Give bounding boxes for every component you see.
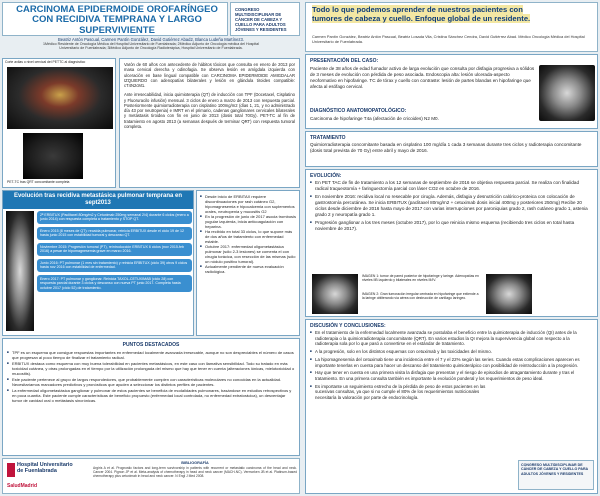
congress-logo-text: CONGRESO MULTIDISCIPLINAR DE CÁNCER DE CABEZA Y CUELLO PARA ADULTOS JÓVENES Y RESIDENTES — [235, 7, 287, 33]
key-point-item: ■ ERBITUX destaca como esquema con muy buena tolerabilidad en pacientes metastásicos, en este caso con llamativa sensibilidad. Todo su tratado en más toxicidad cutánea, y otras prolongadas en el tiempo por la utilización prolongada del mismo que hay que tener en cuenta (alteraciones iónicas, mielotoxicidad o mucositis). — [7, 361, 295, 376]
image-1-caption: IMAGEN 1: tumor de pared posterior de hipofaringe y laringe. Adenopatías en niveles IIB izquierdo y bilaterales en niveles III/IV. — [362, 274, 479, 283]
brand-name: SaludMadrid — [7, 483, 38, 489]
case-images-panel — [2, 58, 116, 188]
evolution-timeline — [37, 211, 192, 292]
presentation-panel — [305, 54, 598, 129]
timeline-box-3: Noviembre 2015: Progresión tumoral (PT), reintroducción ERBITUX 6 ciclos (nov 2015-feb 2016) a pesar de hipomagnesemia grave en marzo 2016. — [37, 243, 192, 256]
key-point-item: ■ Este paciente pertenece al grupo de largos respondedores, que probablemente cumplen con características moleculares no conocidas en la actualidad. Necesitaríamos marcadores predictivos y pronósticos que ayuden a seleccionar los distintos perfiles de pacientes. — [7, 377, 295, 387]
image-caption-post: PET-TC tras QRT concomitante completa — [7, 180, 70, 184]
treatment-panel — [305, 131, 598, 167]
case-text-2: Ante irresecabilidad, inicia quimioterapia (QT) de inducción con TPF (Docetaxel, Cisplatino y Fluoruracilo infusión) mensual. 3 ciclos de enero a marzo de 2013 con respuesta parcial. Posteriormente quimiorradioterapia con cisplatino 100mg/m2 (días 1, 21, y no administrado día 43 por neutropenia) e IMRT en el primario, cadenas ganglionares cervicales bilaterales y metástasis tiroidea con fin en junio de 2013 (dosis total 70Gy). PET-TC al fin de tratamiento en agosto 2013 (a semanas después de terminar QRT) con respuesta tumoral completa. — [124, 92, 295, 129]
evolution-panel — [2, 190, 194, 336]
laryngeal-ct-image — [486, 274, 532, 314]
right-authors: Carmen Pantín González, Beatriz Antón Pascual, Beatriz Losada Vila, Cristina Sánchez Cendra, David Gutiérrez Abad. Médico Oncología Médica del Hospital Universitario de Fuenlabrada. — [312, 34, 585, 44]
right-poster-header — [305, 2, 598, 52]
discussion-item: ■ Hay que tener en cuenta en una primera visita la disfagia que presentan y el riesgo de episodios de atragantamiento durante y tras el tratamiento. En una primera consulta también es importante la evolución ponderal y los requerimientos de peso ideal. — [310, 370, 594, 381]
presentation-title: PRESENTACIÓN DEL CASO: — [310, 58, 379, 64]
left-footer — [2, 458, 300, 494]
affiliation-line-1: 1Médico Residente de Oncología Médica del Hospital Universitario de Fuenlabrada; 2Médico Adjunto de Oncología médica del Hospital — [43, 42, 259, 46]
key-points-panel — [2, 338, 300, 456]
side-list-item: ■ Ha recibido en total 33 ciclos, lo que supone más de dos años de tratamiento con enfermedad estable. — [200, 229, 296, 244]
right-poster-title — [312, 5, 594, 24]
treatment-text: Quimiorradioterapia concomitante basada en cisplatino 100 mg/día 1 cada 3 semanas durante tres ciclos y radioterapia concomitante (dosis total prevista de 70 Gy) entre abril y mayo de 2016. — [310, 142, 582, 153]
right-evolution-item: ■ Progresión ganglionar a los tres meses (octubre 2017), por lo que reinicia mismo esquema (recibiendo tres ciclos en total hasta noviembre de 2017). — [310, 220, 593, 232]
treatment-title: TRATAMIENTO — [310, 135, 346, 141]
left-authors: Beatriz Antón Pascual, Carmen Pantín González, David Gutiérrez Abad2, Blanca Ludeña Martínez3. — [58, 37, 244, 42]
left-poster-header — [2, 2, 228, 36]
image-caption: Corte axilas o nivel cervical del PETTC al diagnóstico — [5, 60, 86, 64]
case-description-panel — [119, 58, 300, 188]
discussion-item: ■ Es importante un seguimiento estrecho de la pérdida de peso de estos pacientes en las sucesivas consultas, ya que si no cumple el 80% de los requerimientos nutricionales necesitaría la valoración por parte de endocrinología. — [310, 384, 490, 401]
left-poster-title: CARCINOMA EPIDERMOIDE OROFARÍNGEO CON RECIDIVA TEMPRANA Y LARGO SUPERVIVIENTE — [16, 4, 218, 36]
hospital-logo-icon — [7, 463, 15, 477]
bibliography-title: BIBLIOGRAFÍA — [181, 461, 209, 465]
right-evolution-panel — [305, 169, 598, 317]
discussion-item: ■ En el tratamiento de la enfermedad localmente avanzada se postulaba el beneficio entre la quimioterapia de inducción (QI) antes de la radioterapia o la quimiorradioterapia concomitante (QRT). En varios estudios la QI mejora la supervivencia global con respecto a la radioterapia sola por lo que pasó a convertirse en el estándar de tratamiento. — [310, 330, 594, 347]
right-evolution-title: EVOLUCIÓN: — [310, 173, 342, 179]
right-evolution-item: ■ En noviembre 2016: recidiva local no resecable por cirugía. Además, disfagia y desnutrición calórico-proteica con colocación de gastrostomía percutánea. Se inicia ERBITUX (paclitaxel 80mg/m2 + cetuximab dosis inicial 400mg y posteriores 250mg) Recibe 20 ciclos desde diciembre de 2016 hasta mayo de 2017 con varias interrupciones por paroniquias grado 2, rash cutáneo grado 1, astenia grado 2 y neuropatía grado 1. — [310, 194, 593, 218]
discussion-item: ■ La hipomagnesemia del cetuximab tiene una incidencia entre el 7 y el 22% según las series. Cuando estas complicaciones aparecen es importante tenerlas en cuenta para hacer un descanso del tratamiento quimioterápico con posibilidad de reintroducción a la progresión. — [310, 357, 594, 368]
right-evolution-item: ■ En PET TAC de fin de tratamiento a los 12 semanas de septiembre de 2016 se objetiva respuesta parcial. Se realiza con finalidad radical traqueotomía + faringuectomía parcial con láser CO2 en octubre de 2016. — [310, 180, 593, 192]
side-list-item: ■ Actualmente pendiente de nueva evaluación radiológica. — [200, 264, 296, 274]
image-2-caption: IMAGEN 2: Gran tumoración irregular centrada en hipofaringe que extiende a la laringe obliterando vía aérea con destrucción de cartílago laríngeo. — [362, 292, 479, 301]
timeline-box-1: 2ª ERBITUX (Paclitaxel 80mg/m2 y Cetuximab 250mg semanal 2/4) durante 6 ciclos (enero a junio 2014) con respuesta completa a tratamiento y STOP QT. — [37, 211, 192, 224]
timeline-box-5: Enero 2017: PT pulmonar y ganglionar. Reinicia TAXOL-CETUXIMAB (ciclo 28) con respuesta parcial durante 3 ciclos y descanso con nueva PT junio 2017. Completa hasta octubre 2017 (ciclo 52) de tratamiento. — [37, 275, 192, 292]
side-list-item: ■ Desde inicio de ERBITAX requiere discontinuaciones por rash cutáneo G2, hipomagnesemia e hipocalcemia con suplementos orales, neutropenia y mucositis G2 — [200, 194, 296, 214]
key-point-item: ■ La enfermedad oligometastásica ganglionar y pulmonar de estos pacientes se beneficia de modalidades pulmonares, basándose en estudios retrospectivos y en poca cuantía. Este paciente cumple características de beneficio propuesto (enfermedad local controlada, no enfermedad extratorácica), un desventajar tumor de cavidad oral o metástasis sincrónicas. — [7, 388, 295, 403]
discussion-panel — [305, 319, 598, 494]
discussion-title: DISCUSIÓN Y CONCLUSIONES: — [310, 323, 386, 329]
presentation-text: Paciente de 38 años de edad fumador activo de larga evolución que consulta por disfagia progresiva a sólidos de 3 meses de evolución con pérdida de peso asociada. Endoscopia alta: lesión ulcerada-aspecto neoformativo en hipofaringe. TC de tórax y cuello con contraste: lesión de partes blandas en hipofaringe que afecta al esófago cervical. — [310, 66, 535, 89]
pet-ct-image-diagnosis — [7, 67, 113, 129]
congress-logo — [230, 2, 300, 36]
diagnostic-title: DIAGNÓSTICO ANATOMOPATOLÓGICO: — [310, 108, 407, 114]
ct-lung-series — [6, 211, 34, 331]
bibliography-text: Argiris A et al. Prognostic factors and long-term survivorship in patients with recurrent or metastatic carcinoma of the head and neck. Cancer 2004. Pignon JP et al. Meta-analysis of chemotherapy in head and neck cancer (MACH-NC). Vermorken JB et al. Platinum-based chemotherapy plus cetuximab in head and neck cancer. N Engl J Med 2008. — [93, 466, 297, 478]
affiliation-line-2: Universitario de Fuenlabrada; 3Médico Adjunto de Oncología Radioterápica, Hospital Universitario de Fuenlabrada. — [59, 46, 243, 50]
right-congress-logo: CONGRESO MULTIDISCIPLINAR DE CÁNCER DE CABEZA Y CUELLO PARA ADULTOS JÓVENES Y RESIDENTES — [518, 460, 594, 490]
timeline-box-2: Enero 2015 (8 meses de QT): recaída pulmonar, reinicia ERBITUX desde el ciclo 19 de 12 hasta junio 2015 con estabilidad tumoral y descanso QT. — [37, 227, 192, 240]
timeline-box-4: Junio 2016: PT pulmonar (1 mes sin tratamiento) y reinicia ERBITUX (ciclo 39) otros 9 ciclos hasta nov 2016 con estabilidad de enfermedad. — [37, 259, 192, 272]
right-title-line-2: tumores de cabeza y cuello. Enfoque global de un residente. — [312, 14, 531, 24]
discussion-item: ■ A la progresión, solo en los distintos esquemas con cetuximab y las toxicidades del mismo. — [310, 349, 594, 355]
diagnostic-text: Carcinoma de hipofaringe T4a (afectación de cricoides) N2 M0. — [310, 116, 439, 121]
left-authors-block — [2, 37, 300, 57]
key-point-item: ■ TPF es un esquema que consigue respuestas importantes en enfermedad localmente avanzada irresecable, aunque no son despreciables el número de casos que progresan al poco tiempo de finalizar el tratamiento radical. — [7, 350, 295, 360]
key-points-title: PUNTOS DESTACADOS — [122, 342, 180, 348]
case-text-1: Varón de 60 años con antecedente de hábitos tóxicos que consulta en enero de 2013 por masa cervical derecha y odinofagia. Se observa lesión en amígdala izquierda con ulceración en base lingual compatible con CARCINOMA EPIDERMOIDE AMIGDALAR IZQUIERDO con adenopatías bilaterales y lesión en glándula tiroides compatible: cT4N2cM1. — [124, 62, 295, 88]
side-list-item: ■ En la progresión de junio de 2017 asocia trombosis yugular izquierda, inicia anticoagulación con heparina. — [200, 214, 296, 229]
right-title-line-1: Todo lo que podemos aprender de nuestros pacientes con — [312, 5, 523, 14]
side-list-item: ■ Octubre 2017: enfermedad oligometastásica pulmonar (sólo 2-3 lesiones) se comenta el con cirugía torácica, con resección de las mismas (sólo un nódulo positivo tumoral). — [200, 244, 296, 264]
hypopharynx-ct-image — [312, 274, 358, 314]
hospital-name: Hospital Universitario de Fuenlabrada — [17, 462, 73, 474]
evolution-side-list — [196, 190, 300, 336]
evolution-title: Evolución tras recidiva metastásica pulmonar temprana en sept2013 — [3, 191, 193, 209]
pet-ct-image-post-treatment — [23, 133, 83, 179]
neck-ct-image — [539, 65, 595, 121]
